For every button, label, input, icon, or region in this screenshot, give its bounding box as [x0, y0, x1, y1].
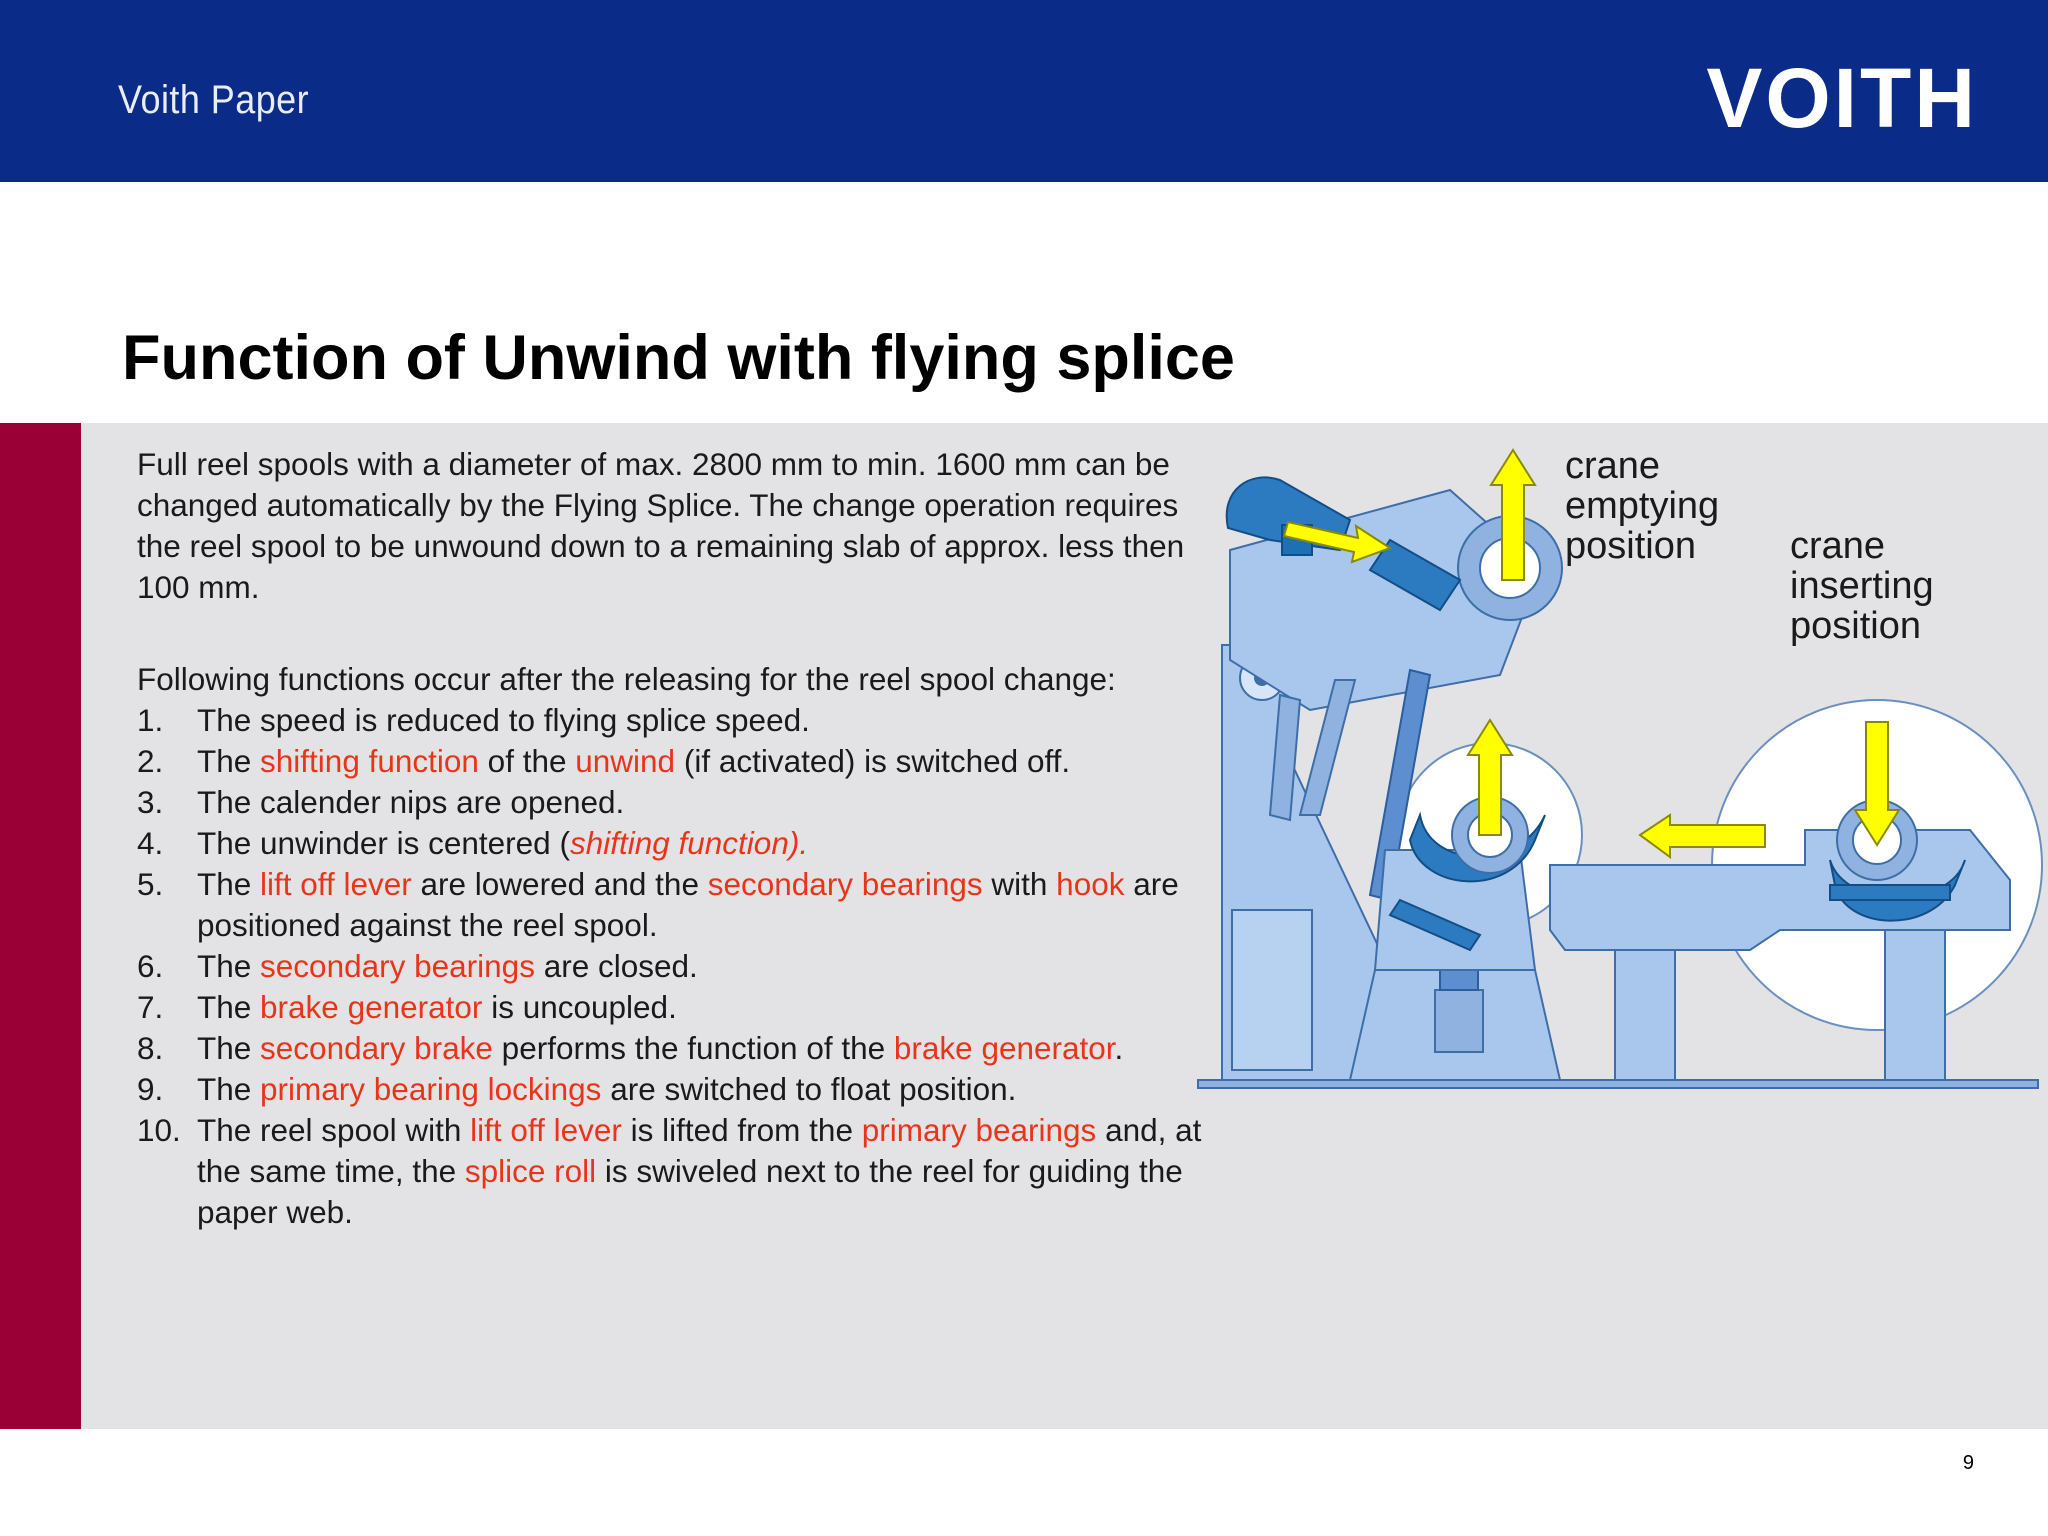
term-highlight: lift off lever: [260, 866, 412, 902]
step-item: 3. The calender nips are opened.: [137, 784, 625, 820]
slide-title: Function of Unwind with flying splice: [122, 323, 1235, 393]
voith-logo: VOITH: [1706, 51, 1978, 145]
term-highlight: unwind: [575, 743, 676, 779]
step-item: 6. The secondary bearings are closed.: [137, 948, 698, 984]
functions-lead: Following functions occur after the releasing for the reel spool change:: [137, 661, 1116, 697]
term-highlight: secondary brake: [260, 1030, 493, 1066]
term-highlight: secondary bearings: [707, 866, 983, 902]
page-number: 9: [1962, 1452, 1974, 1474]
term-highlight: shifting function: [260, 743, 479, 779]
term-highlight: hook: [1056, 866, 1125, 902]
term-highlight: secondary bearings: [260, 948, 535, 984]
step-item: 5. The lift off lever are lowered and the secondary bearings with hook are positioned against the reel spool.: [137, 866, 1179, 943]
step-item: 2. The shifting function of the unwind (if activated) is switched off.: [137, 743, 1071, 779]
step-item: 8. The secondary brake performs the function of the brake generator.: [137, 1030, 1124, 1066]
term-highlight: splice roll: [464, 1153, 597, 1189]
label-crane-emptying: crane emptying position: [1565, 445, 1720, 567]
brand-name: Voith Paper: [118, 78, 310, 122]
step-item: 10. The reel spool with lift off lever is lifted from the primary bearings and, at the same time, the splice roll is swiveled next to the reel for guiding the paper web.: [137, 1112, 1202, 1230]
intro-paragraph: Full reel spools with a diameter of max. 2800 mm to min. 1600 mm can be changed automatically by the Flying Splice. The change operation requires the reel spool to be unwound down to a remaining slab of approx. less then 100 mm.: [137, 446, 1185, 605]
accent-side-bar: [0, 423, 81, 1429]
unwind-machine-diagram: [1190, 430, 2048, 1110]
step-item: 9. The primary bearing lockings are switched to float position.: [137, 1071, 1017, 1107]
term-highlight: brake generator: [260, 989, 483, 1025]
term-highlight: lift off lever: [470, 1112, 622, 1148]
term-highlight: brake generator: [893, 1030, 1115, 1066]
steps-list: [137, 700, 1217, 1233]
label-crane-inserting: crane inserting position: [1790, 525, 1934, 647]
step-item: 1. The speed is reduced to flying splice speed.: [137, 702, 810, 738]
step-item: 7. The brake generator is uncoupled.: [137, 989, 677, 1025]
body-text: [137, 444, 1217, 1233]
step-item: 4. The unwinder is centered (shifting function).: [137, 825, 809, 861]
term-highlight: shifting function: [569, 825, 789, 861]
header-bar: [0, 0, 2048, 182]
term-highlight: primary bearings: [861, 1112, 1097, 1148]
term-highlight: primary bearing lockings: [260, 1071, 602, 1107]
